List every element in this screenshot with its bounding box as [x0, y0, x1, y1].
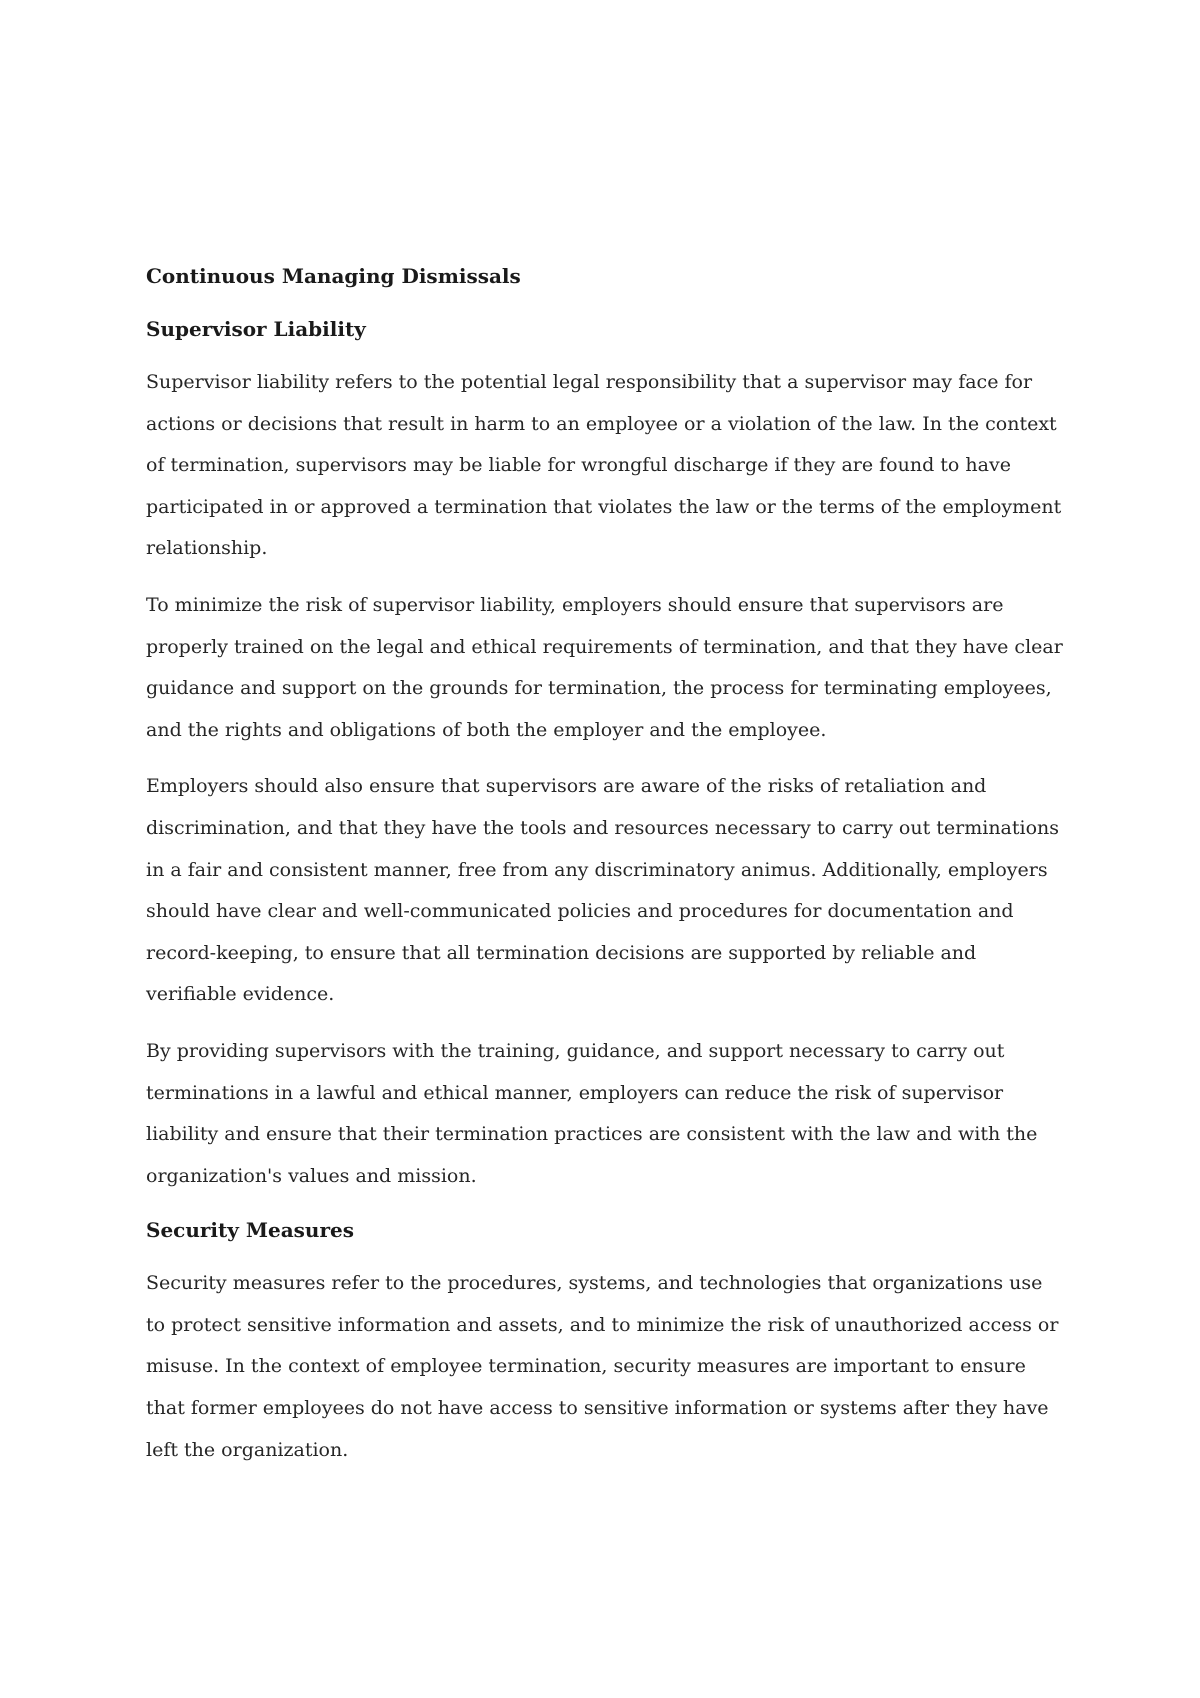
document-title: Continuous Managing Dismissals	[146, 264, 521, 288]
paragraph: Supervisor liability refers to the potential legal responsibility that a supervisor may face for actions or decisions that result in harm to an employee or a violation of the law. In the context of termination, supervisors may be liable for wrongful discharge if they are found to have participated in or approved a termination that violates the law or the terms of the employment relationship.	[146, 371, 1062, 560]
section-heading-supervisor-liability: Supervisor Liability	[146, 317, 366, 341]
paragraph: By providing supervisors with the training, guidance, and support necessary to carry out terminations in a lawful and ethical manner, employers can reduce the risk of supervisor liability and ensure that their termination practices are consistent with the law and with the organization's values and mission.	[146, 1039, 1038, 1187]
paragraph: To minimize the risk of supervisor liability, employers should ensure that supervisors are properly trained on the legal and ethical requirements of termination, and that they have clear guidance and support on the grounds for termination, the process for terminating employees, and the rights and obligations of both the employer and the employee.	[146, 593, 1063, 741]
document-body	[146, 258, 1066, 1486]
section-heading-security-measures: Security Measures	[146, 1218, 354, 1243]
paragraph: Security measures refer to the procedures, systems, and technologies that organizations use to protect sensitive information and assets, and to minimize the risk of unauthorized access or misuse. In the context of employee termination, security measures are important to ensure that former employees do not have access to sensitive information or systems after they have left the organization.	[146, 1272, 1059, 1461]
paragraph: Employers should also ensure that supervisors are aware of the risks of retaliation and discrimination, and that they have the tools and resources necessary to carry out terminations in a fair and consistent manner, free from any discriminatory animus. Additionally, employers should have clear and well-communicated policies and procedures for documentation and record-keeping, to ensure that all termination decisions are supported by reliable and verifiable evidence.	[146, 775, 1060, 1006]
